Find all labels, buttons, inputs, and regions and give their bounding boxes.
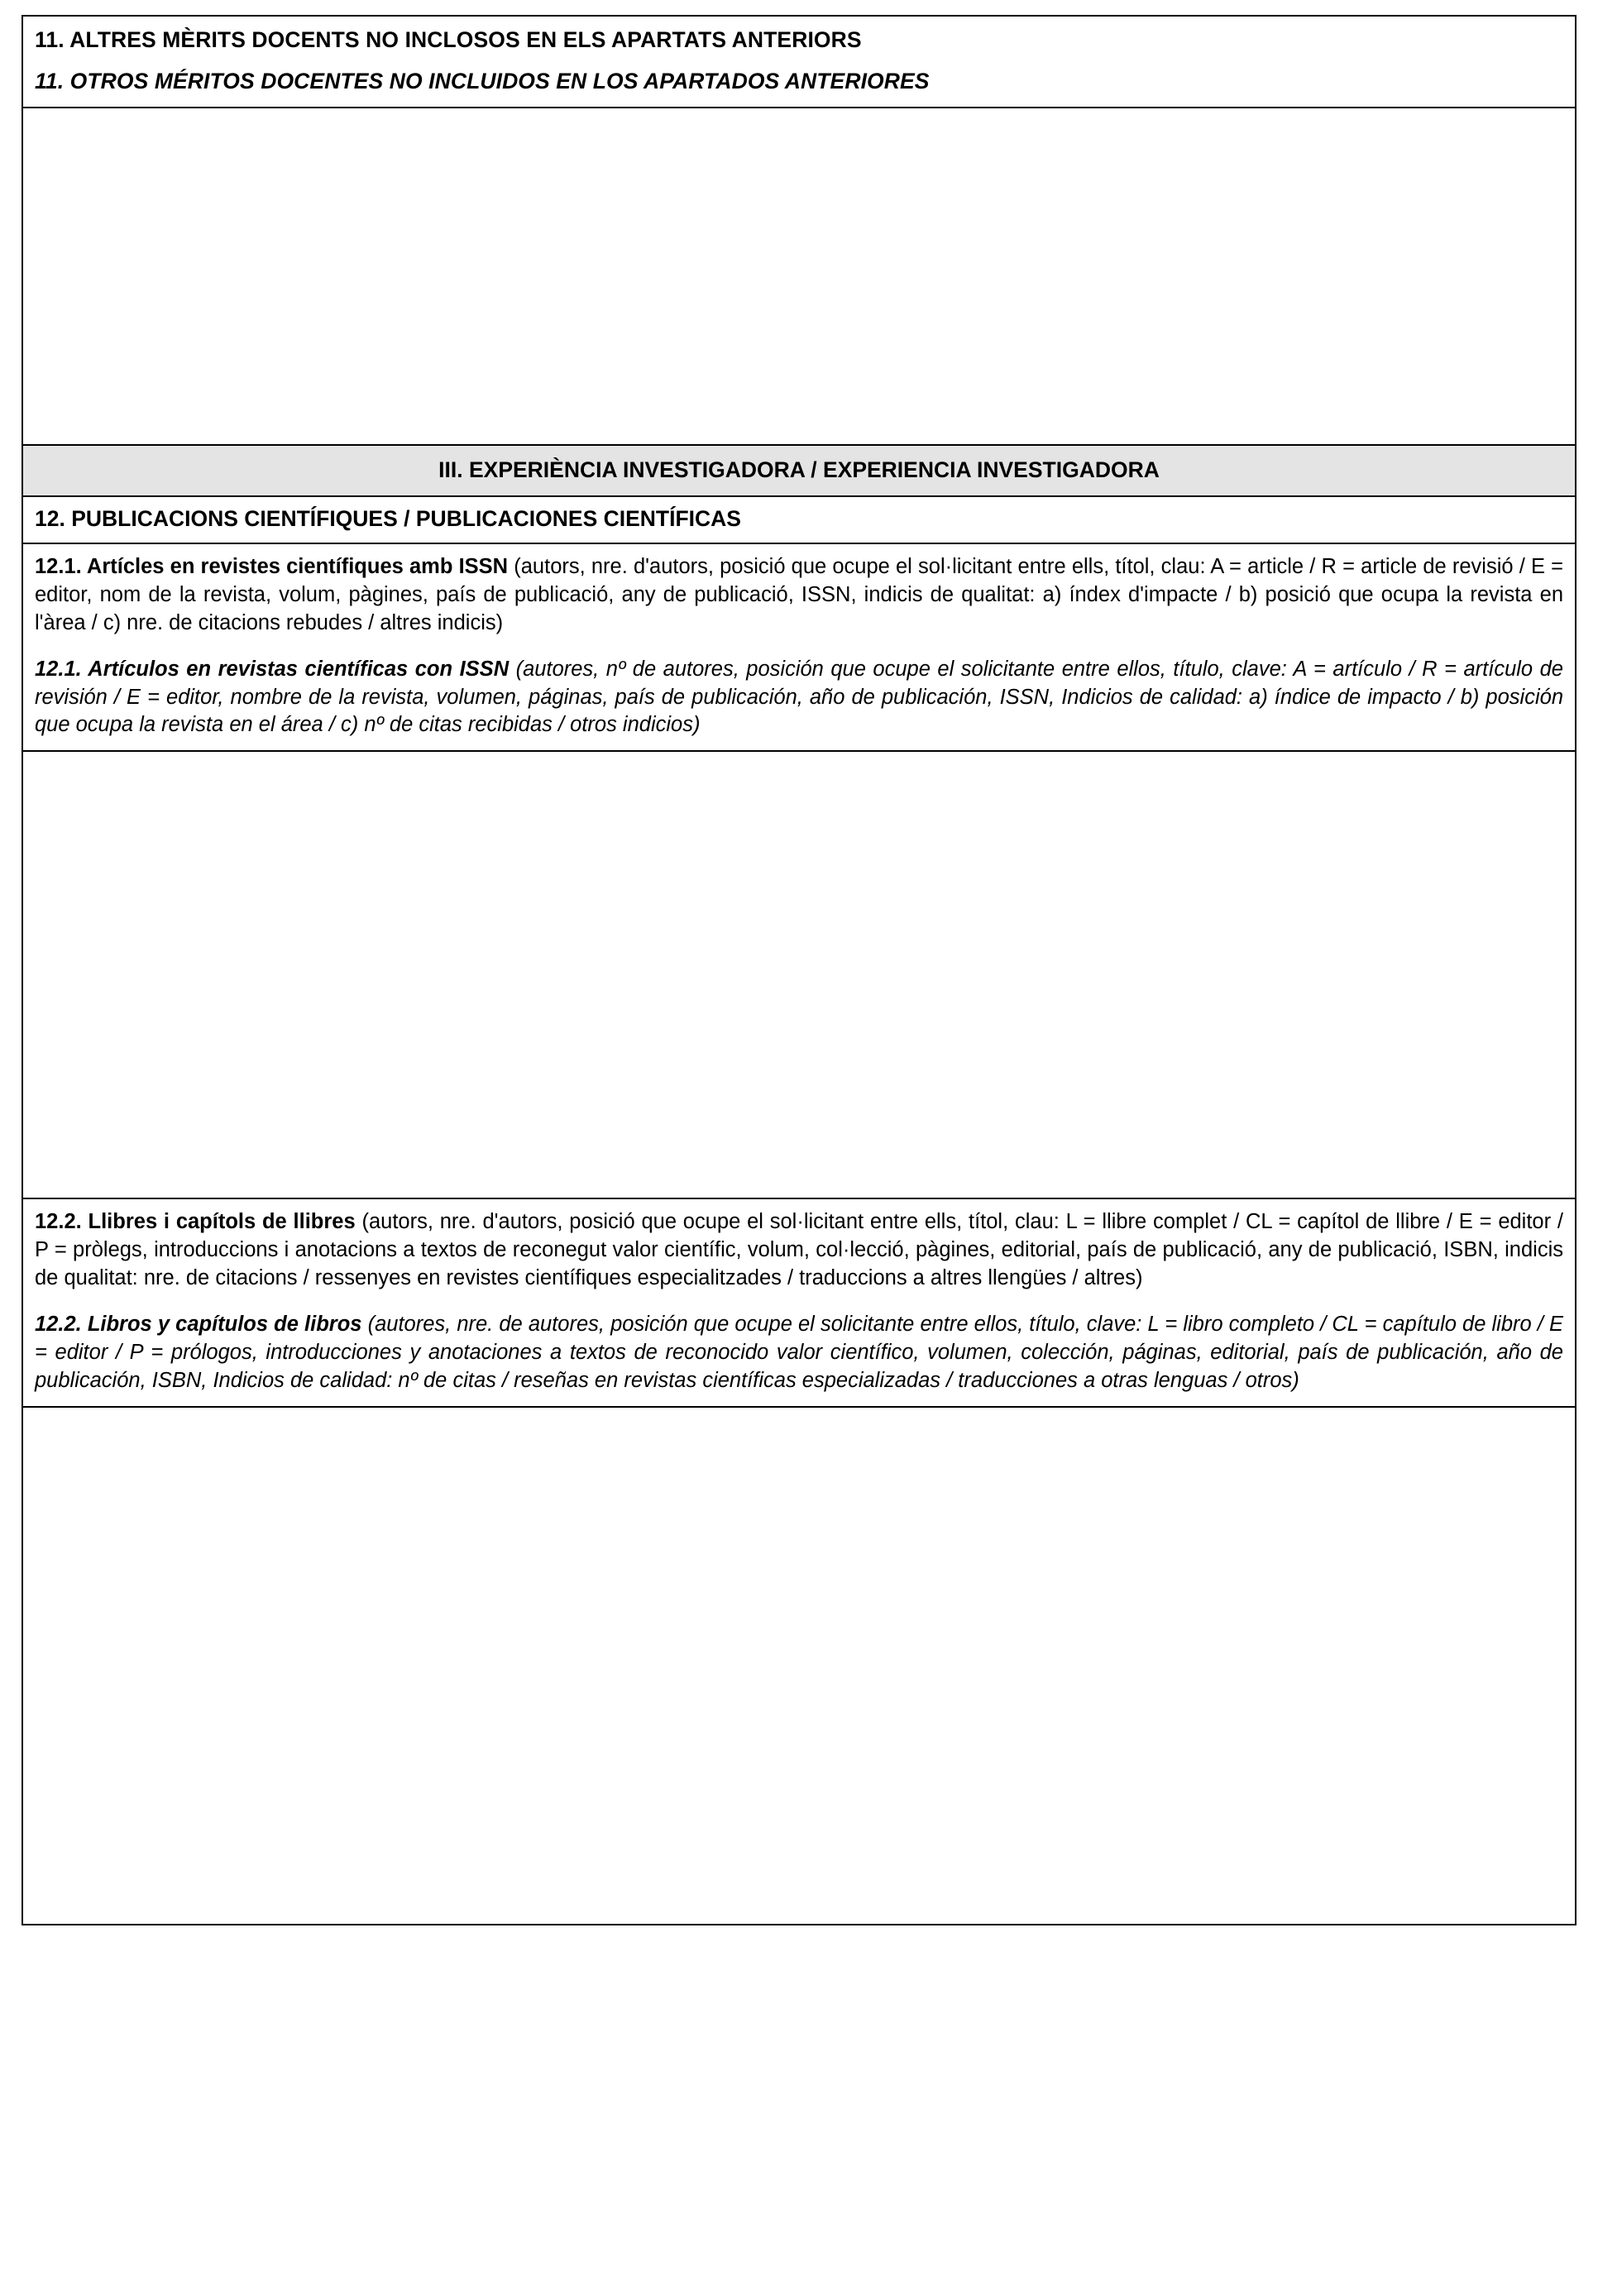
item-12-2-description-row — [22, 1198, 1576, 1406]
section-12-title-ca: PUBLICACIONS CIENTÍFIQUES — [71, 505, 398, 531]
section-12-header-cell — [22, 496, 1576, 543]
item-12-2-text-ca — [35, 1208, 1563, 1293]
item-12-1-label-es: 12.1. Artículos en revistas científicas con ISSN — [35, 657, 510, 681]
item-12-1-body-es: (autores, nº de autores, posición que ocupe el solicitante entre ellos, título, clave: A = artículo / R = artículo de revisión / E = editor, nombre de la revista, volumen, páginas, país de publicación, año de publicación, ISSN, Indicios de calidad: a) índice de impacto / b) posición que ocupa la revista en el área / c) nº de citas recibidas / otros indicios) — [35, 657, 1563, 737]
item-12-2-answer-cell[interactable] — [22, 1407, 1576, 1925]
section-band-label-ca: EXPERIÈNCIA INVESTIGADORA — [468, 457, 805, 482]
item-12-2-body-ca: (autors, nre. d'autors, posició que ocupe el sol·licitant entre ells, títol, clau: L = llibre complet / CL = capítol de llibre / E = editor / P = pròlegs, introduccions i anotacions a textos de reconegut valor científic, volum, col·lecció, pàgines, editorial, país de publicació, any de publicació, ISBN, indicis de qualitat: nre. de citacions / ressenyes en revistes científiques especialitzades / traduccions a altres llengües / altres) — [35, 1210, 1563, 1290]
item-12-1-label-ca: 12.1. Artícles en revistes científiques amb ISSN — [35, 554, 509, 578]
item-12-2-answer-field[interactable] — [23, 1408, 1575, 1924]
item-12-2-description-cell — [22, 1198, 1576, 1406]
section-band-separator: / — [804, 457, 823, 482]
section-11-header-cell — [22, 16, 1576, 108]
item-12-1-description-cell — [22, 543, 1576, 751]
item-12-1-answer-row — [22, 751, 1576, 1198]
section-11-title-ca: 11. ALTRES MÈRITS DOCENTS NO INCLOSOS EN ELS APARTATS ANTERIORS — [35, 27, 862, 52]
item-12-1-text-es — [35, 656, 1563, 740]
section-11-answer-row — [22, 108, 1576, 445]
section-12-header-row — [22, 496, 1576, 543]
section-12-title-es: PUBLICACIONES CIENTÍFICAS — [415, 505, 741, 531]
item-12-1-text-ca — [35, 553, 1563, 638]
item-12-1-body-ca: (autors, nre. d'autors, posició que ocupe el sol·licitant entre ells, títol, clau: A = article / R = article de revisió / E = editor, nom de la revista, volum, pàgines, país de publicació, any de publicació, ISSN, indicis de qualitat: a) índex d'impacte / b) posició que ocupa la revista en l'àrea / c) nre. de citacions rebudes / altres indicis) — [35, 554, 1563, 634]
section-12-number: 12. — [35, 505, 72, 531]
section-12-separator: / — [397, 505, 416, 531]
section-band-label-es: EXPERIENCIA INVESTIGADORA — [822, 457, 1160, 482]
item-12-2-label-es: 12.2. Libros y capítulos de libros — [35, 1313, 362, 1337]
item-12-2-body-es: (autores, nre. de autores, posición que ocupe el solicitante entre ellos, título, clave: L = libro completo / CL = capítulo de libro / E = editor / P = prólogos, introducciones y anotaciones a textos de reconocido valor científico, volumen, colección, páginas, editorial, país de publicación, año de publicación, ISBN, Indicios de calidad: nº de citas / reseñas en revistas científicas especializadas / traducciones a otras lenguas / otros) — [35, 1313, 1563, 1392]
cv-form-table — [22, 15, 1576, 1925]
section-11-answer-field[interactable] — [23, 108, 1575, 444]
section-11-title-es: 11. OTROS MÉRITOS DOCENTES NO INCLUIDOS EN LOS APARTADOS ANTERIORES — [35, 69, 930, 94]
section-band-cell — [22, 445, 1576, 496]
item-12-1-description-row — [22, 543, 1576, 751]
section-11-answer-cell[interactable] — [22, 108, 1576, 445]
item-12-1-answer-cell[interactable] — [22, 751, 1576, 1198]
section-band-roman: III. — [438, 457, 469, 482]
section-11-header-row — [22, 16, 1576, 108]
item-12-2-answer-row — [22, 1407, 1576, 1925]
item-12-2-text-es — [35, 1311, 1563, 1395]
item-12-1-answer-field[interactable] — [23, 752, 1575, 1198]
item-12-2-label-ca: 12.2. Llibres i capítols de llibres — [35, 1210, 356, 1234]
section-band-row — [22, 445, 1576, 496]
